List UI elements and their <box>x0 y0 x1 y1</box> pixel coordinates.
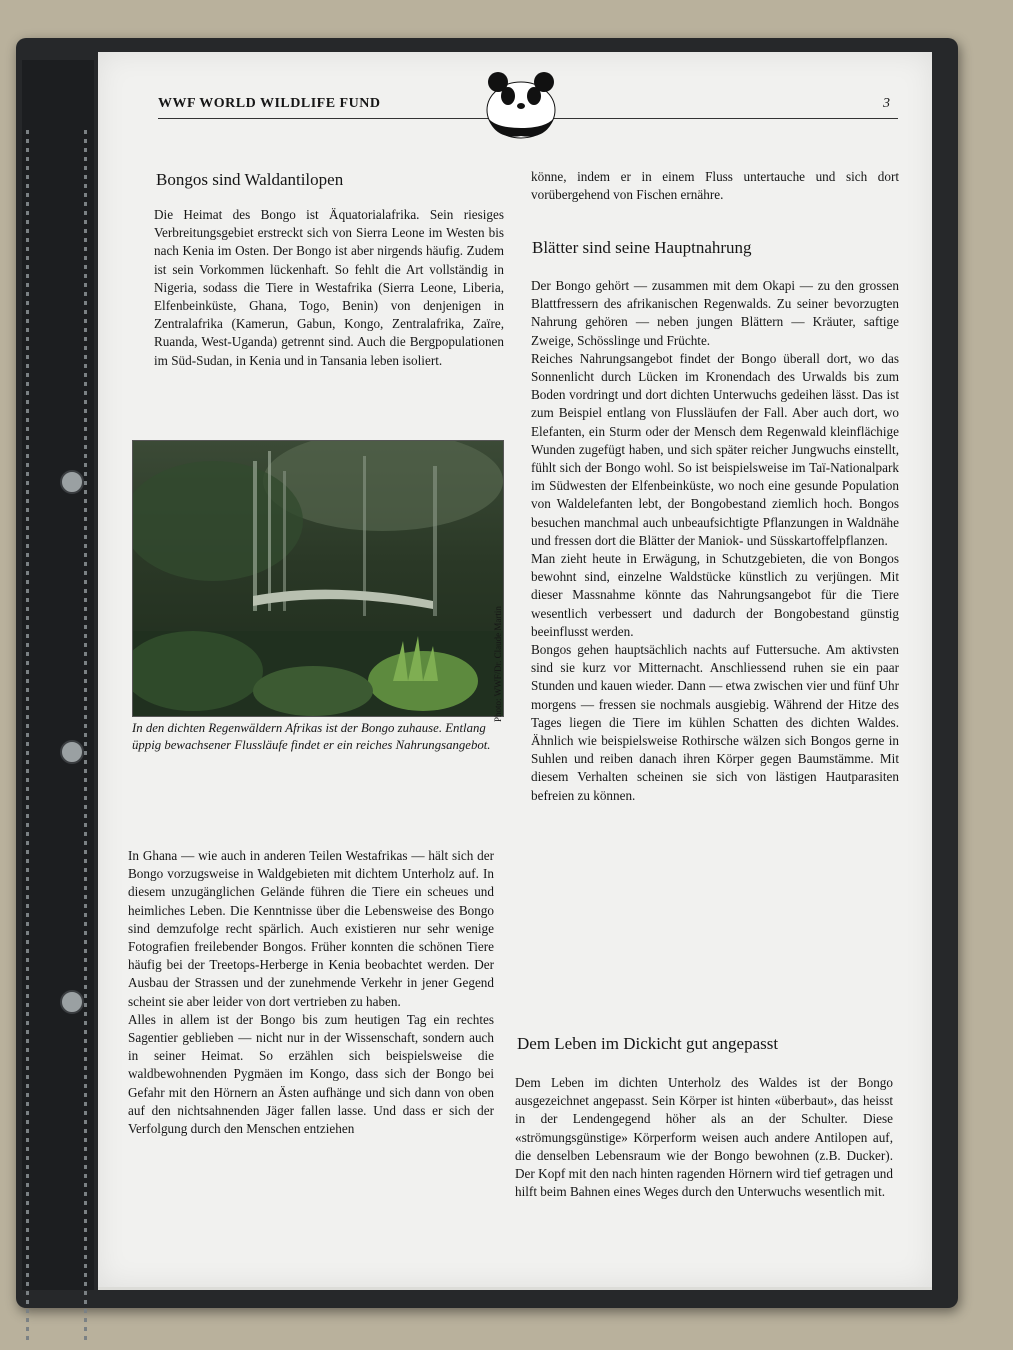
paragraph: Alles in allem ist der Bongo bis zum heutigen Tag ein rechtes Sagentier geblieben — nicht nur in der Wissenschaft, sondern auch in seiner Heimat. So erzählen sich beispielsweise die waldbewohnenden Pygmäen im Kongo, dass sich der Bongo bei Gefahr mit den Hörnern an Ästen aufhänge und sich dann von oben auf den nichtsahnenden Jäger fallen lasse. Und dass er sich der Verfolgung durch den Menschen entziehen <box>128 1011 494 1137</box>
paragraph: Reiches Nahrungsangebot findet der Bongo überall dort, wo das Sonnenlicht durch Lücken im Kronendach des Urwalds bis zum Boden vordringt und dort dichten Unterwuchs gedeihen lässt. Das ist zum Beispiel entlang von Flussläufen der Fall. Aber auch dort, wo Elefanten, ein Sturm oder der Mensch dem Regenwald kleinflächige Wunden zugefügt haben, und sich später reicher Jungwuchs einstellt, fühlt sich der Bongo wohl. So ist beispielsweise im Taï-Nationalpark im Südwesten der Elfenbeinküste, wo noch eine gesunde Population von Waldelefanten lebt, der Bongobestand ziemlich hoch. Bongos besuchen manchmal auch unbeaufsichtigte Pflanzungen in Waldnähe und fressen dort die Blätter der Maniok- und Süsskartoffelpflanzen. <box>531 350 899 548</box>
heading-dickicht: Dem Leben im Dickicht gut angepasst <box>517 1034 779 1053</box>
heading-hauptnahrung: Blätter sind seine Hauptnahrung <box>532 238 752 257</box>
rainforest-photo <box>132 440 504 717</box>
section-waldantilopen-text <box>154 206 504 370</box>
binder-strip <box>22 60 94 1290</box>
stitch-line <box>84 130 87 1340</box>
paragraph: Dem Leben im dichten Unterholz des Waldes ist der Bongo ausgezeichnet angepasst. Sein Körper ist hinten «überbaut», das heisst in der Lendengegend höher als an der Schulter. Diese «strömungsgünstige» Körperform weisen auch andere Antilopen auf, die denselben Lebensraum wie der Bongo bewohnen (z.B. Ducker). Der Kopf mit den nach hinten ragenden Hörnern wird tief getragen und hilft beim Bahnen eines Weges durch den Unterwuchs wesentlich mit. <box>515 1075 893 1200</box>
paragraph: Der Bongo gehört — zusammen mit dem Okapi — zu den grossen Blattfressern des afrikanischen Regenwalds. Zu seiner bevorzugten Nahrung gehören — neben jungen Blättern — Kräuter, saftige Zweige, Schösslinge und Früchte. <box>531 278 899 348</box>
panda-logo-icon <box>476 70 566 140</box>
heading-waldantilopen: Bongos sind Waldantilopen <box>156 170 344 189</box>
binder-hole <box>60 740 84 764</box>
document-page <box>98 52 932 1287</box>
paragraph: Die Heimat des Bongo ist Äquatorialafrika. Sein riesiges Verbreitungsgebiet erstreckt sich von Sierra Leone im Westen bis nach Kenia im Osten. Der Bongo ist aber nirgends häufig. Zudem ist sein Vorkommen lückenhaft. So fehlt die Art vollständig in Nigeria, sodass die Tiere in Westafrika (Sierra Leone, Liberia, Elfenbeinküste, Ghana, Togo, Benin) von denjenigen in Zentralafrika (Kamerun, Gabun, Kongo, Zentralafrika, Zaïre, Ruanda, West-Uganda) getrennt sind. Auch die Bergpopulationen im Süd-Sudan, in Kenia und in Tansania leben isoliert. <box>154 207 504 368</box>
paragraph: Man zieht heute in Erwägung, in Schutzgebieten, die von Bongos bewohnt sind, einzelne Waldstücke künstlich zu verjüngen. Mit dieser Massnahme könnte das Nahrungsangebot für die Tiere wesentlich verbessert und dadurch der Bongobestand günstig beeinflusst werden. <box>531 551 899 639</box>
header-brand: WWF WORLD WILDLIFE FUND <box>158 96 381 111</box>
continued-text <box>531 168 899 204</box>
section-dickicht-text <box>515 1074 893 1201</box>
paragraph: könne, indem er in einem Fluss untertauche und sich dort vorübergehend von Fischen ernähre. <box>531 169 899 203</box>
page-number: 3 <box>883 96 890 111</box>
rainforest-image <box>133 441 503 716</box>
binder-hole <box>60 990 84 1014</box>
stitch-line <box>26 130 29 1340</box>
section-hauptnahrung-text <box>531 277 899 805</box>
binder-hole <box>60 470 84 494</box>
photo-credit: Photo: WWF/Dr. Claude Martin <box>493 606 503 722</box>
paragraph: Bongos gehen hauptsächlich nachts auf Futtersuche. Am aktivsten sind sie kurz vor Mitternacht. Anschliessend ruhen sie ein paar Stunden und kauen wieder. Dann — etwa zwischen vier und fünf Uhr morgens — fressen sie nochmals ausgiebig. Während der Hitze des Tages liegen die Tiere im kühlen Schatten des dichten Waldes. Ähnlich wie beispielsweise Rothirsche wälzen sich Bongos gerne in Suhlen und reiben danach ihren Körper gegen Baumstämme. Mit diesem Verhalten scheinen sie sich von lästigen Hautparasiten befreien zu können. <box>531 642 899 803</box>
paragraph: In Ghana — wie auch in anderen Teilen Westafrikas — hält sich der Bongo vorzugsweise in Waldgebieten mit dichtem Unterholz auf. In diesem unzugänglichen Gelände führen die Tiere ein scheues und heimliches Leben. Die Kenntnisse über die Lebensweise des Bongo sind demzufolge recht spärlich. Auch existieren nur sehr wenige Fotografien freilebender Bongos. Früher konnten die schönen Tiere häufig bei der Treetops-Herberge in Kenia beobachtet werden. Der Ausbau der Strassen und der zunehmende Verkehr in jener Gegend scheint sie aber leider von dort vertrieben zu haben. <box>128 848 494 1009</box>
photo-caption: In den dichten Regenwäldern Afrikas ist der Bongo zuhause. Entlang üppig bewachsener Flussläufe findet er ein reiches Nahrungsangebot. <box>132 721 491 752</box>
section-ghana-text <box>128 847 494 1138</box>
